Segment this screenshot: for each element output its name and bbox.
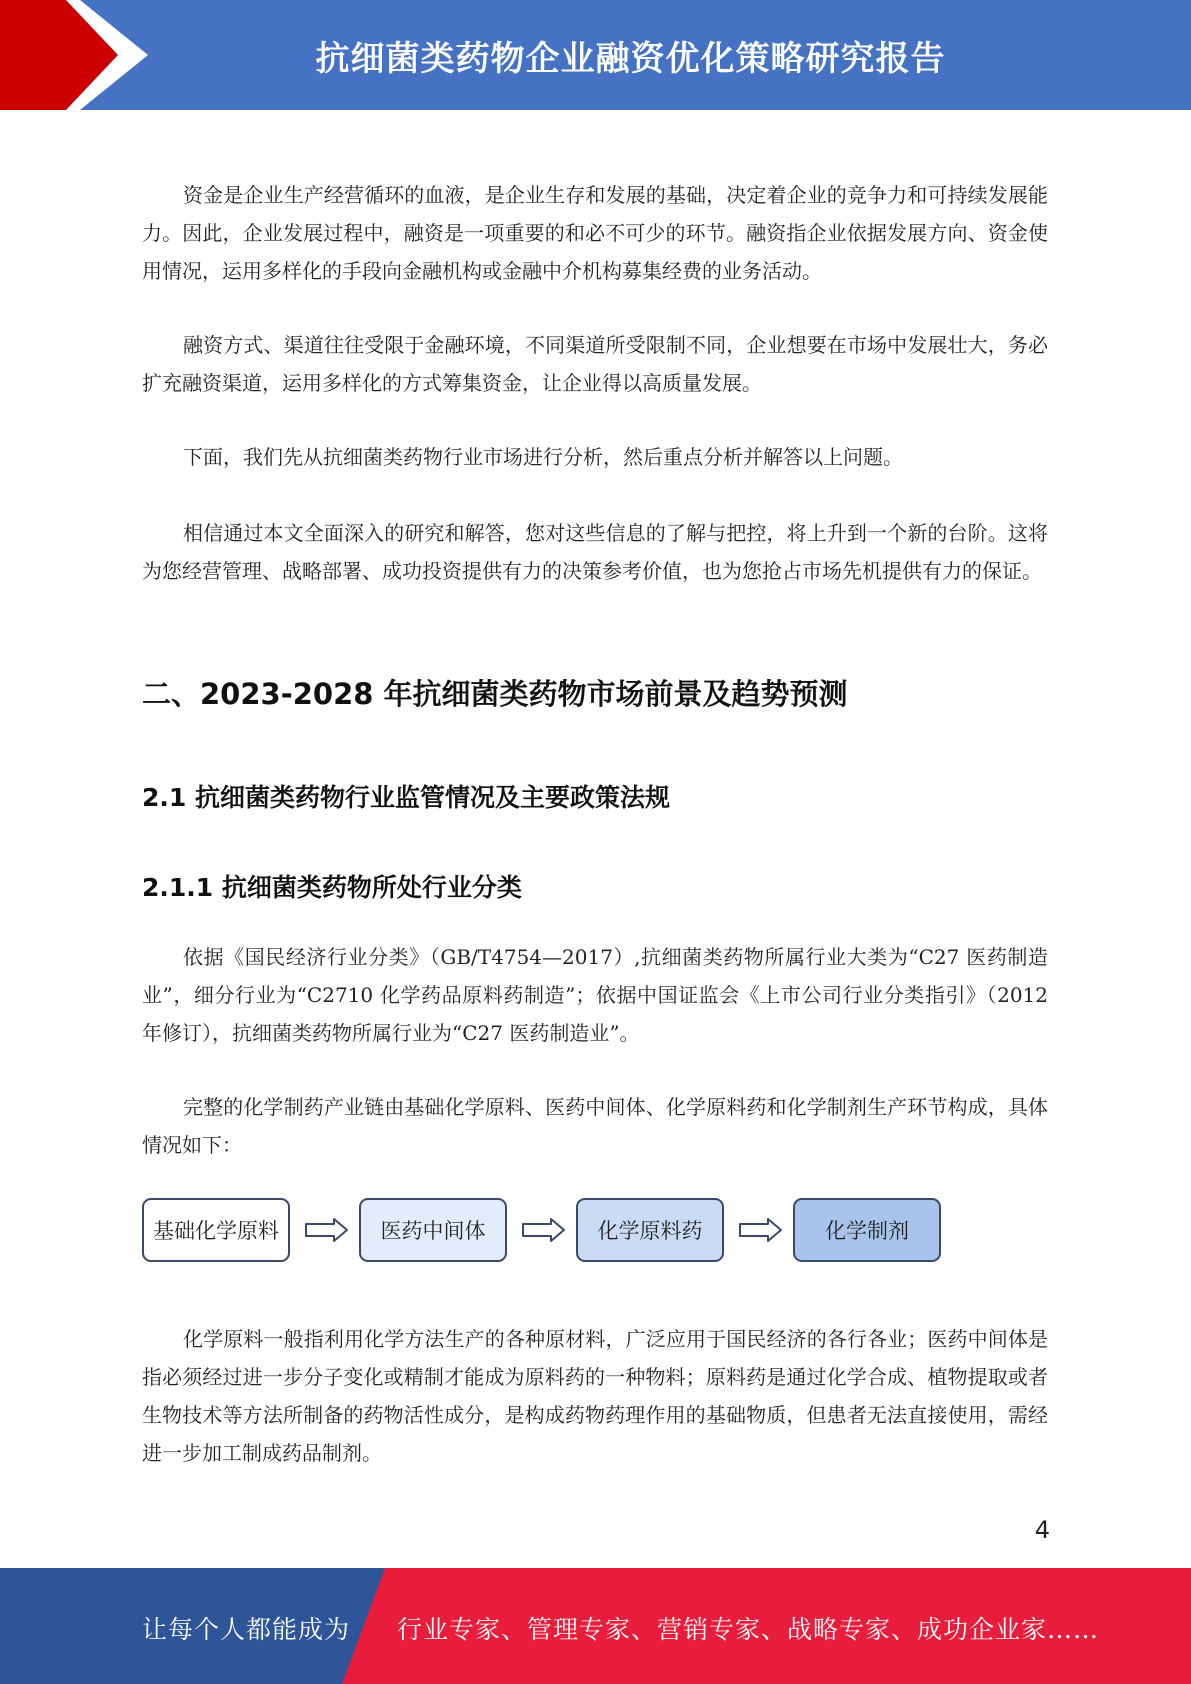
page-number: 4 bbox=[1034, 1516, 1050, 1544]
page-header bbox=[0, 0, 1191, 110]
report-title: 抗细菌类药物企业融资优化策略研究报告 bbox=[315, 38, 946, 79]
page-footer bbox=[0, 1568, 1191, 1684]
flow-step-basic-chemicals: 基础化学原料 bbox=[142, 1198, 290, 1262]
arrow-right-icon bbox=[738, 1216, 784, 1244]
classification-paragraph: 依据《国民经济行业分类》（GB/T4754—2017）,抗细菌类药物所属行业大类为“C27 医药制造业”，细分行业为“C2710 化学药品原料药制造”；依据中国证监会《上市公司行业分类指引》（2012 年修订），抗细菌类药物所属行业为“C27 医药制造业”。 bbox=[142, 945, 1048, 1045]
intro-paragraph-3: 下面，我们先从抗细菌类药物行业市场进行分析，然后重点分析并解答以上问题。 bbox=[183, 445, 903, 469]
intro-paragraph-2: 融资方式、渠道往往受限于金融环境，不同渠道所受限制不同，企业想要在市场中发展壮大，务必扩充融资渠道，运用多样化的方式筹集资金，让企业得以高质量发展。 bbox=[142, 333, 1048, 395]
definitions-paragraph: 化学原料一般指利用化学方法生产的各种原材料，广泛应用于国民经济的各行各业；医药中间体是指必须经过进一步分子变化或精制才能成为原料药的一种物料；原料药是通过化学合成、植物提取或者生物技术等方法所制备的药物活性成分，是构成药物药理作用的基础物质，但患者无法直接使用，需经进一步加工制成药品制剂。 bbox=[142, 1327, 1048, 1465]
industry-chain-flow bbox=[142, 1198, 942, 1266]
flow-step-chemical-preparations: 化学制剂 bbox=[793, 1198, 941, 1262]
subsubsection-heading: 2.1.1 抗细菌类药物所处行业分类 bbox=[142, 873, 522, 902]
flow-step-chemical-api: 化学原料药 bbox=[576, 1198, 724, 1262]
intro-paragraph-4: 相信通过本文全面深入的研究和解答，您对这些信息的了解与把控，将上升到一个新的台阶。这将为您经营管理、战略部署、成功投资提供有力的决策参考价值，也为您抢占市场先机提供有力的保证。 bbox=[142, 521, 1048, 583]
flow-step-pharma-intermediates: 医药中间体 bbox=[359, 1198, 507, 1262]
footer-slogan-left: 让每个人都能成为 bbox=[142, 1615, 351, 1644]
arrow-right-icon bbox=[304, 1216, 350, 1244]
footer-slogan-right: 行业专家、管理专家、营销专家、战略专家、成功企业家…… bbox=[397, 1615, 1100, 1644]
header-arrow-decoration bbox=[0, 0, 160, 110]
subsection-heading: 2.1 抗细菌类药物行业监管情况及主要政策法规 bbox=[142, 783, 670, 812]
intro-paragraph-1: 资金是企业生产经营循环的血液，是企业生存和发展的基础，决定着企业的竞争力和可持续发展能力。因此，企业发展过程中，融资是一项重要的和必不可少的环节。融资指企业依据发展方向、资金使用情况，运用多样化的手段向金融机构或金融中介机构募集经费的业务活动。 bbox=[142, 183, 1048, 283]
industry-chain-paragraph: 完整的化学制药产业链由基础化学原料、医药中间体、化学原料药和化学制剂生产环节构成，具体情况如下： bbox=[142, 1095, 1048, 1157]
section-heading: 二、2023-2028 年抗细菌类药物市场前景及趋势预测 bbox=[142, 677, 848, 711]
arrow-right-icon bbox=[521, 1216, 567, 1244]
